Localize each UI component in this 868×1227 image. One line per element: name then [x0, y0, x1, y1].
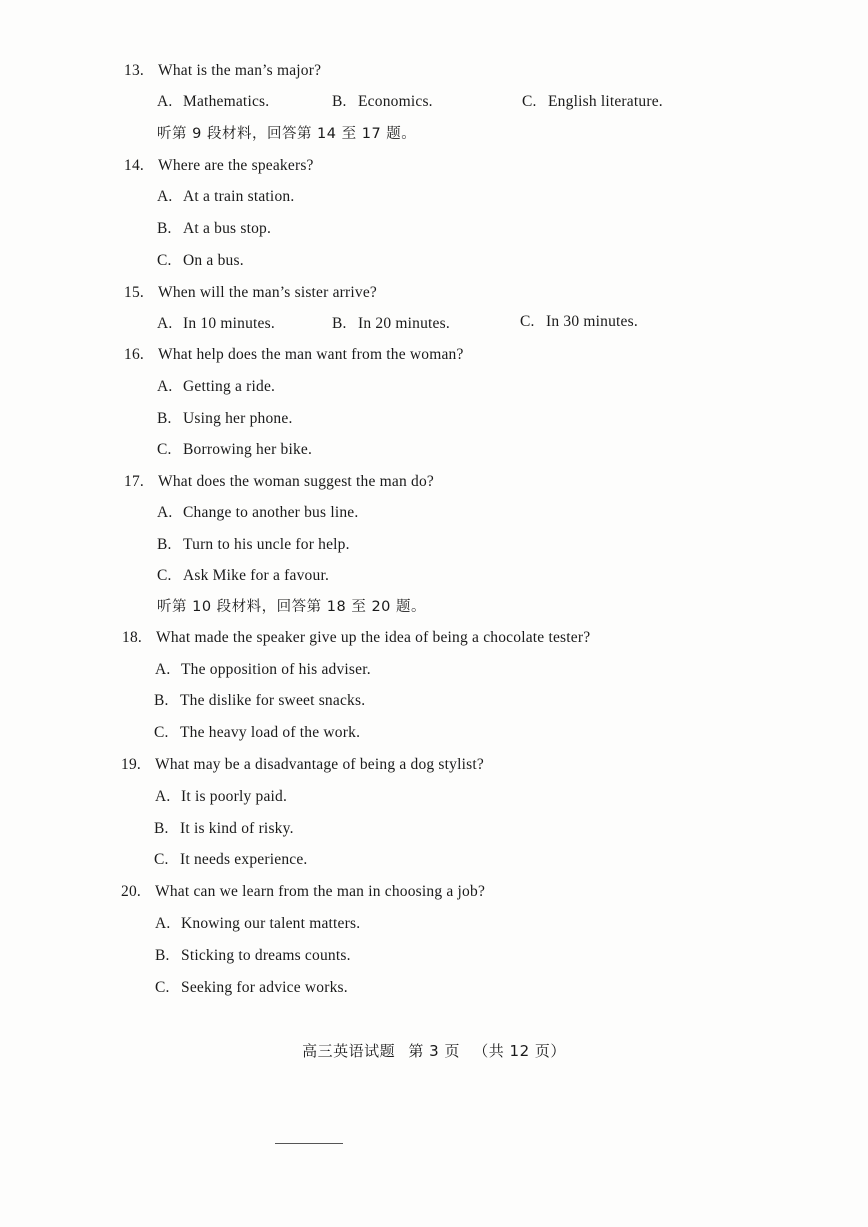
question-18	[122, 628, 590, 648]
option-text: The heavy load of the work.	[180, 724, 361, 741]
option-13-b	[332, 92, 433, 112]
option-text: In 10 minutes.	[183, 315, 275, 332]
option-16-b	[157, 409, 293, 429]
option-text: At a bus stop.	[183, 220, 272, 237]
option-letter: B.	[157, 410, 172, 427]
option-text: Sticking to dreams counts.	[181, 947, 351, 964]
option-letter: A.	[155, 915, 171, 932]
question-13	[124, 61, 321, 81]
question-text: What made the speaker give up the idea of being a chocolate tester?	[156, 629, 591, 646]
question-number: 18.	[122, 629, 142, 646]
question-number: 16.	[124, 346, 144, 363]
question-number: 17.	[124, 473, 144, 490]
option-text: Knowing our talent matters.	[181, 915, 361, 932]
section-note-passage-9: 听第 9 段材料，回答第 14 至 17 题。	[157, 126, 417, 142]
question-14	[124, 156, 314, 176]
option-18-a	[155, 660, 371, 680]
option-18-c	[154, 723, 360, 743]
option-letter: A.	[155, 788, 171, 805]
option-18-b	[154, 691, 365, 711]
option-letter: B.	[157, 536, 172, 553]
option-letter: A.	[157, 315, 173, 332]
page-footer	[0, 1040, 868, 1061]
option-13-a	[157, 92, 269, 112]
option-letter: C.	[154, 724, 169, 741]
option-20-c	[155, 978, 348, 998]
option-text: Change to another bus line.	[183, 504, 359, 521]
option-letter: B.	[155, 947, 170, 964]
question-20	[121, 882, 485, 902]
option-text: Borrowing her bike.	[183, 441, 313, 458]
option-text: Economics.	[358, 93, 433, 110]
option-text: The opposition of his adviser.	[181, 661, 371, 678]
option-15-b	[332, 314, 450, 334]
option-text: On a bus.	[183, 252, 244, 269]
option-14-a	[157, 187, 294, 207]
option-letter: B.	[157, 220, 172, 237]
question-text: What may be a disadvantage of being a dog stylist?	[155, 756, 484, 773]
total-pages: （共 12 页）	[473, 1042, 566, 1060]
question-text: When will the man’s sister arrive?	[158, 284, 377, 301]
option-text: Mathematics.	[183, 93, 270, 110]
option-16-c	[157, 440, 312, 460]
option-text: It needs experience.	[180, 851, 308, 868]
option-text: It is poorly paid.	[181, 788, 288, 805]
option-17-c	[157, 566, 329, 586]
option-text: In 30 minutes.	[546, 313, 638, 330]
option-text: Ask Mike for a favour.	[183, 567, 330, 584]
question-number: 19.	[121, 756, 141, 773]
option-letter: A.	[157, 93, 173, 110]
option-letter: A.	[157, 188, 173, 205]
option-letter: C.	[520, 313, 535, 330]
option-15-a	[157, 314, 275, 334]
question-text: What can we learn from the man in choosing a job?	[155, 883, 486, 900]
option-text: Using her phone.	[183, 410, 293, 427]
option-19-a	[155, 787, 287, 807]
option-text: It is kind of risky.	[180, 820, 294, 837]
option-text: Seeking for advice works.	[181, 979, 348, 996]
option-text: At a train station.	[183, 188, 295, 205]
question-number: 13.	[124, 62, 144, 79]
question-15	[124, 283, 377, 303]
page-number: 第 3 页	[408, 1042, 460, 1060]
option-letter: C.	[155, 979, 170, 996]
option-letter: C.	[154, 851, 169, 868]
option-text: Getting a ride.	[183, 378, 276, 395]
question-text: What does the woman suggest the man do?	[158, 473, 434, 490]
option-letter: C.	[157, 441, 172, 458]
option-17-a	[157, 503, 358, 523]
question-16	[124, 345, 464, 365]
option-letter: B.	[332, 93, 347, 110]
option-letter: B.	[154, 820, 169, 837]
option-19-b	[154, 819, 294, 839]
option-13-c	[522, 92, 663, 112]
option-text: Turn to his uncle for help.	[183, 536, 350, 553]
option-14-c	[157, 251, 244, 271]
question-text: Where are the speakers?	[158, 157, 314, 174]
option-letter: C.	[522, 93, 537, 110]
option-17-b	[157, 535, 350, 555]
scan-rule-line	[275, 1143, 343, 1144]
option-text: In 20 minutes.	[358, 315, 450, 332]
question-number: 15.	[124, 284, 144, 301]
option-text: English literature.	[548, 93, 663, 110]
option-19-c	[154, 850, 308, 870]
option-20-b	[155, 946, 351, 966]
option-text: The dislike for sweet snacks.	[180, 692, 366, 709]
section-note-passage-10: 听第 10 段材料，回答第 18 至 20 题。	[157, 599, 427, 615]
option-letter: C.	[157, 567, 172, 584]
option-15-c	[520, 312, 638, 332]
option-letter: A.	[155, 661, 171, 678]
exam-title: 高三英语试题	[302, 1042, 396, 1060]
question-number: 14.	[124, 157, 144, 174]
option-14-b	[157, 219, 271, 239]
option-letter: B.	[332, 315, 347, 332]
question-text: What is the man’s major?	[158, 62, 322, 79]
option-letter: A.	[157, 504, 173, 521]
option-16-a	[157, 377, 275, 397]
option-20-a	[155, 914, 360, 934]
question-17	[124, 472, 434, 492]
option-letter: B.	[154, 692, 169, 709]
question-19	[121, 755, 484, 775]
question-number: 20.	[121, 883, 141, 900]
question-text: What help does the man want from the woman?	[158, 346, 464, 363]
option-letter: A.	[157, 378, 173, 395]
option-letter: C.	[157, 252, 172, 269]
